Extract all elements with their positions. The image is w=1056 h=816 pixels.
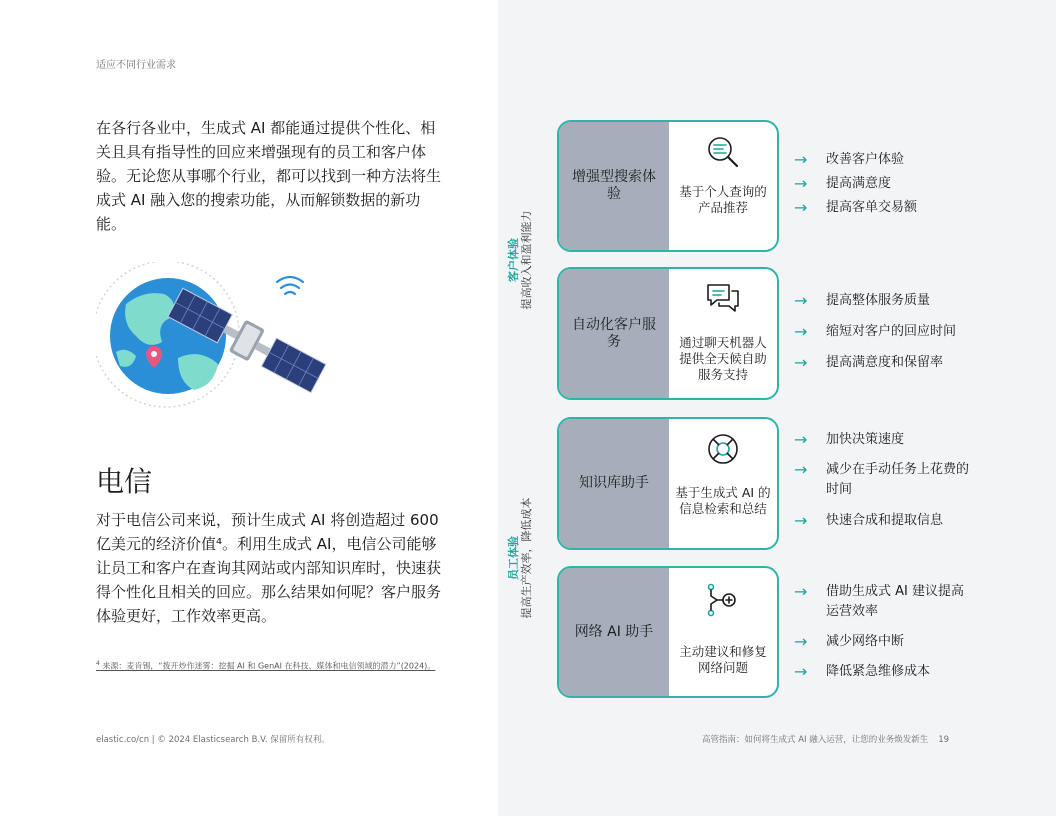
arrow-right-icon: → — [794, 174, 808, 193]
arrow-right-icon: → — [794, 198, 808, 217]
section-header: 适应不同行业需求 — [96, 60, 176, 71]
card-description: 基于个人查询的产品推荐 — [679, 184, 767, 215]
card-label: 网络 AI 助手 — [559, 568, 669, 696]
intro-paragraph: 在各行各业中，生成式 AI 都能通过提供个性化、相关且具有指导性的回应来增强现有的员工和客户体验。无论您从事哪个行业，都可以找到一种方法将生成式 AI 融入您的搜索功能，从而解锁数据的新功能。 — [96, 119, 442, 233]
chat-bubbles-icon — [705, 281, 741, 317]
network-nodes-icon — [705, 582, 741, 618]
page-number: 19 — [938, 735, 950, 745]
outcome-item: → 缩短对客户的回应时间 — [794, 322, 957, 341]
arrow-right-icon: → — [794, 150, 808, 169]
arrow-right-icon: → — [794, 582, 808, 601]
outcome-item: → 减少网络中断 — [794, 632, 905, 651]
arrow-right-icon: → — [794, 460, 808, 479]
outcome-item: → 提高满意度 — [794, 174, 892, 193]
footnote-number: 4 — [96, 660, 100, 667]
footnote[interactable] — [96, 660, 435, 672]
outcome-item: → 提高客单交易额 — [794, 198, 918, 217]
card-label: 知识库助手 — [559, 419, 669, 548]
satellite-earth-illustration — [96, 262, 336, 422]
card-description: 基于生成式 AI 的信息检索和总结 — [675, 485, 771, 516]
card-network-assistant — [557, 566, 779, 698]
footer-copyright: elastic.co/cn | © 2024 Elasticsearch B.V. 保留所有权利。 — [96, 735, 330, 745]
outcome-item: → 快速合成和提取信息 — [794, 511, 944, 530]
arrow-right-icon: → — [794, 353, 808, 372]
outcome-item: → 降低紧急维修成本 — [794, 662, 931, 681]
card-enhanced-search — [557, 120, 779, 252]
outcome-item: → 减少在手动任务上花费的时间 — [794, 460, 970, 497]
group-label-employee-experience — [508, 418, 532, 698]
card-automated-service — [557, 267, 779, 400]
group-title: 员工体验 — [507, 536, 520, 580]
telecom-paragraph: 对于电信公司来说，预计生成式 AI 将创造超过 600 亿美元的经济价值⁴。利用生成式 AI，电信公司能够让员工和客户在查询其网站或内部知识库时，快速获得个性化且相关的回应。那么结果如何呢？客户服务体验更好，工作效率更高。 — [96, 511, 442, 625]
card-description: 主动建议和修复网络问题 — [679, 644, 767, 675]
arrow-right-icon: → — [794, 291, 808, 310]
footer-guide-title — [702, 733, 949, 745]
arrow-right-icon: → — [794, 632, 808, 651]
outcome-item: → 改善客户体验 — [794, 150, 905, 169]
group-subtitle: 提高生产效率，降低成本 — [520, 497, 533, 619]
group-title: 客户体验 — [507, 238, 520, 282]
arrow-right-icon: → — [794, 511, 808, 530]
telecom-heading: 电信 — [96, 465, 153, 498]
card-label: 自动化客户服务 — [559, 269, 669, 398]
search-list-icon — [705, 134, 741, 170]
outcome-item: → 提高满意度和保留率 — [794, 353, 944, 372]
footer-title: 高管指南：如何将生成式 AI 融入运营，让您的业务焕发新生 — [702, 735, 929, 745]
group-subtitle: 提高收入和盈利能力 — [520, 210, 533, 310]
card-knowledge-assistant — [557, 417, 779, 550]
lifebuoy-icon — [705, 431, 741, 467]
outcome-item: → 加快决策速度 — [794, 430, 905, 449]
arrow-right-icon: → — [794, 430, 808, 449]
footnote-source-link[interactable]: 来源：麦肯锡，“拨开炒作迷雾：挖掘 AI 和 GenAI 在科技、媒体和电信领域的潜力”(2024)。 — [102, 661, 436, 671]
outcome-item: → 借助生成式 AI 建议提高运营效率 — [794, 582, 964, 619]
card-label: 增强型搜索体验 — [559, 122, 669, 250]
group-label-customer-experience — [508, 120, 532, 400]
arrow-right-icon: → — [794, 322, 808, 341]
outcome-item: → 提高整体服务质量 — [794, 291, 931, 310]
arrow-right-icon: → — [794, 662, 808, 681]
card-description: 通过聊天机器人提供全天候自助服务支持 — [679, 335, 767, 382]
